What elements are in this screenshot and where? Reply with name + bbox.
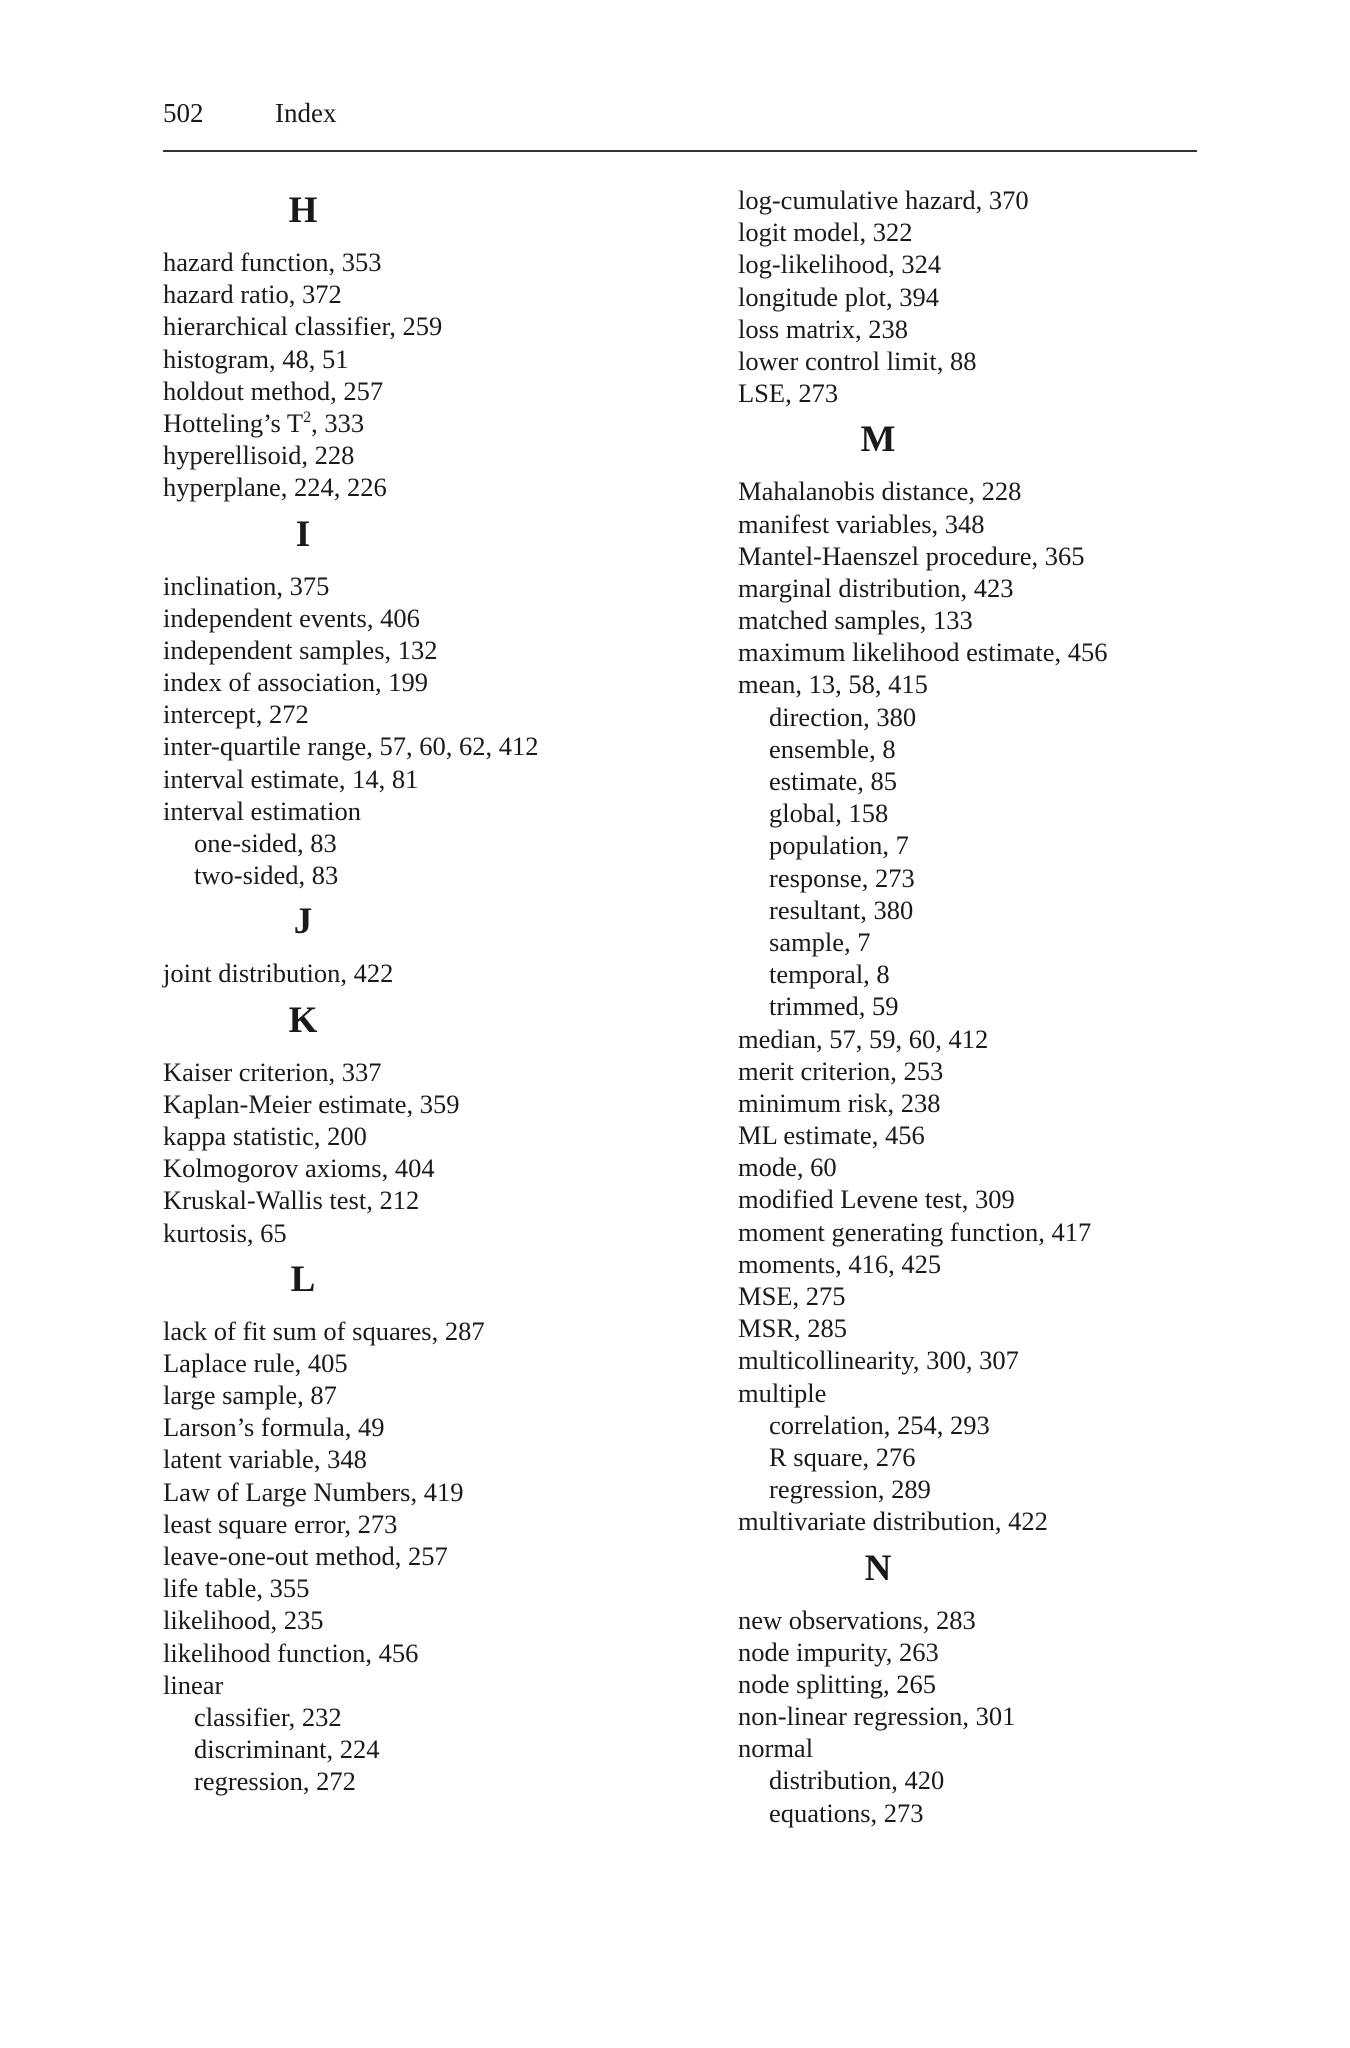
index-entry: latent variable, 348 xyxy=(163,1444,367,1475)
index-entry: Kolmogorov axioms, 404 xyxy=(163,1153,435,1184)
index-subentry: equations, 273 xyxy=(769,1797,924,1828)
index-entry: likelihood function, 456 xyxy=(163,1637,419,1668)
section-heading-j: J xyxy=(293,901,313,943)
index-entry: Mahalanobis distance, 228 xyxy=(738,476,1022,507)
index-entry: manifest variables, 348 xyxy=(738,508,985,539)
index-entry: histogram, 48, 51 xyxy=(163,343,349,374)
index-subentry: global, 158 xyxy=(769,798,889,829)
index-entry: Mantel-Haenszel procedure, 365 xyxy=(738,540,1085,571)
index-entry: log-likelihood, 324 xyxy=(738,249,942,280)
index-entry: life table, 355 xyxy=(163,1573,310,1604)
index-entry: moments, 416, 425 xyxy=(738,1248,942,1279)
index-subentry: estimate, 85 xyxy=(769,766,898,796)
index-entry: non-linear regression, 301 xyxy=(738,1701,1016,1732)
index-entry: ML estimate, 456 xyxy=(738,1120,925,1151)
section-heading-m: M xyxy=(860,419,896,461)
index-subentry: R square, 276 xyxy=(769,1441,916,1472)
index-entry: linear xyxy=(163,1669,224,1700)
index-subentry: discriminant, 224 xyxy=(194,1734,380,1765)
index-entry: lack of fit sum of squares, 287 xyxy=(163,1315,485,1346)
index-entry: maximum likelihood estimate, 456 xyxy=(738,637,1108,668)
index-entry: minimum risk, 238 xyxy=(738,1087,941,1118)
index-entry: holdout method, 257 xyxy=(163,375,384,406)
index-entry: least square error, 273 xyxy=(163,1508,398,1539)
index-entry: large sample, 87 xyxy=(163,1380,337,1411)
index-entry: node splitting, 265 xyxy=(738,1668,937,1699)
index-subentry: regression, 272 xyxy=(194,1766,356,1797)
index-entry: Kaiser criterion, 337 xyxy=(163,1056,382,1087)
index-entry: index of association, 199 xyxy=(163,667,428,698)
index-entry: logit model, 322 xyxy=(738,217,913,248)
index-subentry: correlation, 254, 293 xyxy=(769,1409,990,1440)
index-entry: hyperellisoid, 228 xyxy=(163,440,355,471)
index-entry: matched samples, 133 xyxy=(738,605,973,636)
index-entry: lower control limit, 88 xyxy=(738,345,977,376)
index-subentry: classifier, 232 xyxy=(194,1701,342,1732)
index-subentry: population, 7 xyxy=(769,830,909,861)
page-number: 502 xyxy=(163,98,204,128)
index-entry: joint distribution, 422 xyxy=(163,958,394,989)
running-title: Index xyxy=(275,98,337,128)
entry-pages: , 333 xyxy=(311,407,365,438)
superscript: 2 xyxy=(303,409,312,427)
index-entry: log-cumulative hazard, 370 xyxy=(738,185,1029,215)
index-entry: hyperplane, 224, 226 xyxy=(163,472,387,503)
index-subentry: sample, 7 xyxy=(769,926,871,957)
section-heading-k: K xyxy=(288,999,318,1041)
index-entry: new observations, 283 xyxy=(738,1604,976,1635)
index-entry: MSE, 275 xyxy=(738,1281,846,1311)
index-entry: loss matrix, 238 xyxy=(738,313,909,344)
index-entry: LSE, 273 xyxy=(738,378,839,409)
section-heading-h: H xyxy=(288,190,318,231)
index-subentry: two-sided, 83 xyxy=(194,860,339,891)
section-heading-n: N xyxy=(864,1547,892,1589)
index-entry: Laplace rule, 405 xyxy=(163,1347,348,1378)
index-subentry: resultant, 380 xyxy=(769,894,914,925)
index-subentry: temporal, 8 xyxy=(769,959,890,990)
index-entry: Law of Large Numbers, 419 xyxy=(163,1476,464,1507)
index-subentry: regression, 289 xyxy=(769,1474,931,1505)
index-subentry: ensemble, 8 xyxy=(769,733,896,764)
index-entry xyxy=(163,407,683,439)
index-entry: moment generating function, 417 xyxy=(738,1216,1092,1247)
index-entry: leave-one-out method, 257 xyxy=(163,1541,448,1571)
index-entry: multivariate distribution, 422 xyxy=(738,1506,1048,1537)
index-entry: multiple xyxy=(738,1377,827,1408)
index-entry: mode, 60 xyxy=(738,1152,837,1183)
page-header xyxy=(163,98,1197,152)
section-heading-i: I xyxy=(295,513,311,555)
index-subentry: response, 273 xyxy=(769,862,915,893)
index-entry: inter-quartile range, 57, 60, 62, 412 xyxy=(163,731,539,762)
section-heading-l: L xyxy=(290,1258,316,1300)
index-entry: likelihood, 235 xyxy=(163,1605,324,1636)
index-subentry: distribution, 420 xyxy=(769,1765,945,1796)
index-entry: median, 57, 59, 60, 412 xyxy=(738,1023,989,1054)
index-entry: intercept, 272 xyxy=(163,699,309,730)
index-entry: hierarchical classifier, 259 xyxy=(163,311,443,342)
index-entry: normal xyxy=(738,1733,814,1764)
index-entry: interval estimate, 14, 81 xyxy=(163,763,419,794)
index-entry: node impurity, 263 xyxy=(738,1636,939,1667)
index-entry: inclination, 375 xyxy=(163,570,330,601)
index-entry: longitude plot, 394 xyxy=(738,281,939,312)
entry-text: Hotteling’s T xyxy=(163,407,304,438)
index-entry: marginal distribution, 423 xyxy=(738,572,1014,603)
index-entry: Kaplan-Meier estimate, 359 xyxy=(163,1088,460,1119)
index-entry: kappa statistic, 200 xyxy=(163,1120,367,1151)
index-column-right xyxy=(738,184,1258,1829)
index-entry: modified Levene test, 309 xyxy=(738,1184,1015,1215)
index-entry: Kruskal-Wallis test, 212 xyxy=(163,1185,420,1216)
index-entry: MSR, 285 xyxy=(738,1313,847,1344)
index-subentry: trimmed, 59 xyxy=(769,991,899,1022)
index-subentry: one-sided, 83 xyxy=(194,828,337,858)
index-entry: multicollinearity, 300, 307 xyxy=(738,1345,1019,1376)
index-entry: merit criterion, 253 xyxy=(738,1055,944,1086)
index-entry: hazard ratio, 372 xyxy=(163,279,342,310)
index-entry: mean, 13, 58, 415 xyxy=(738,669,928,700)
index-entry: hazard function, 353 xyxy=(163,247,382,277)
index-subentry: direction, 380 xyxy=(769,701,917,732)
index-column-left xyxy=(163,184,683,1798)
index-entry: kurtosis, 65 xyxy=(163,1217,287,1248)
index-entry: Larson’s formula, 49 xyxy=(163,1412,385,1443)
index-entry: interval estimation xyxy=(163,795,361,826)
index-entry: independent samples, 132 xyxy=(163,634,438,665)
index-entry: independent events, 406 xyxy=(163,602,420,633)
